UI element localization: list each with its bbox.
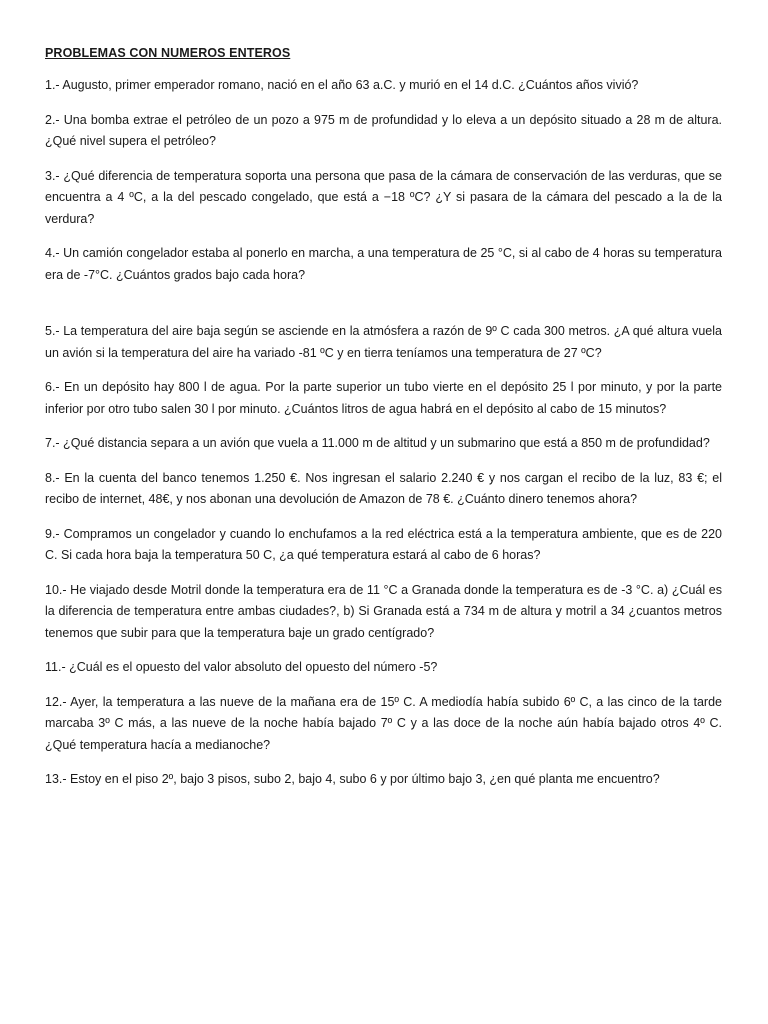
worksheet-page [45, 46, 722, 804]
problem-5: 5.- La temperatura del aire baja según se asciende en la atmósfera a razón de 9º C cada 300 metros. ¿A qué altura vuela un avión si la temperatura del aire ha variado -81 ºC y en tierra teníamos una temperatura de 27 ºC? [45, 324, 722, 360]
problem-11: 11.- ¿Cuál es el opuesto del valor absoluto del opuesto del número -5? [45, 660, 438, 674]
problem-2: 2.- Una bomba extrae el petróleo de un pozo a 975 m de profundidad y lo eleva a un depósito situado a 28 m de altura. ¿Qué nivel supera el petróleo? [45, 112, 722, 148]
problem-12: 12.- Ayer, la temperatura a las nueve de la mañana era de 15º C. A mediodía había subido 6º C, a las cinco de la tarde marcaba 3º C más, a las nueve de la noche había bajado 7º C y a las doce de la noche aún había bajado otros 4º C. ¿Qué temperatura hacía a medianoche? [45, 694, 722, 752]
problem-1: 1.- Augusto, primer emperador romano, nació en el año 63 a.C. y murió en el 14 d.C. ¿Cuántos años vivió? [45, 78, 639, 92]
problem-3: 3.- ¿Qué diferencia de temperatura soporta una persona que pasa de la cámara de conservación de las verduras, que se encuentra a 4 ºC, a la del pescado congelado, que está a −18 ºC? ¿Y si pasara de la cámara del pescado a la de la verdura? [45, 168, 722, 226]
worksheet-title: PROBLEMAS CON NUMEROS ENTEROS [45, 46, 291, 60]
problem-10: 10.- He viajado desde Motril donde la temperatura era de 11 °C a Granada donde la temperatura es de -3 °C. a) ¿Cuál es la diferencia de temperatura entre ambas ciudades?, b) Si Granada está a 734 m de altura y motril a 34 ¿cuantos metros tenemos que subir para que la temperatura baje un grado centígrado? [45, 582, 722, 640]
problem-8: 8.- En la cuenta del banco tenemos 1.250 €. Nos ingresan el salario 2.240 € y nos cargan el recibo de la luz, 83 €; el recibo de internet, 48€, y nos abonan una devolución de Amazon de 78 €. ¿Cuánto dinero tenemos ahora? [45, 470, 722, 506]
problem-9: 9.- Compramos un congelador y cuando lo enchufamos a la red eléctrica está a la temperatura ambiente, que es de 220 C. Si cada hora baja la temperatura 50 C, ¿a qué temperatura estará al cabo de 6 horas? [45, 526, 722, 562]
problem-13: 13.- Estoy en el piso 2º, bajo 3 pisos, subo 2, bajo 4, subo 6 y por último bajo 3, ¿en qué planta me encuentro? [45, 772, 660, 786]
problem-4: 4.- Un camión congelador estaba al ponerlo en marcha, a una temperatura de 25 °C, si al cabo de 4 horas su temperatura era de -7°C. ¿Cuántos grados bajo cada hora? [45, 246, 722, 282]
problem-6: 6.- En un depósito hay 800 l de agua. Por la parte superior un tubo vierte en el depósito 25 l por minuto, y por la parte inferior por otro tubo salen 30 l por minuto. ¿Cuántos litros de agua habrá en el depósito al cabo de 15 minutos? [45, 380, 722, 416]
spacer [45, 299, 722, 321]
problem-7: 7.- ¿Qué distancia separa a un avión que vuela a 11.000 m de altitud y un submarino que está a 850 m de profundidad? [45, 436, 710, 450]
